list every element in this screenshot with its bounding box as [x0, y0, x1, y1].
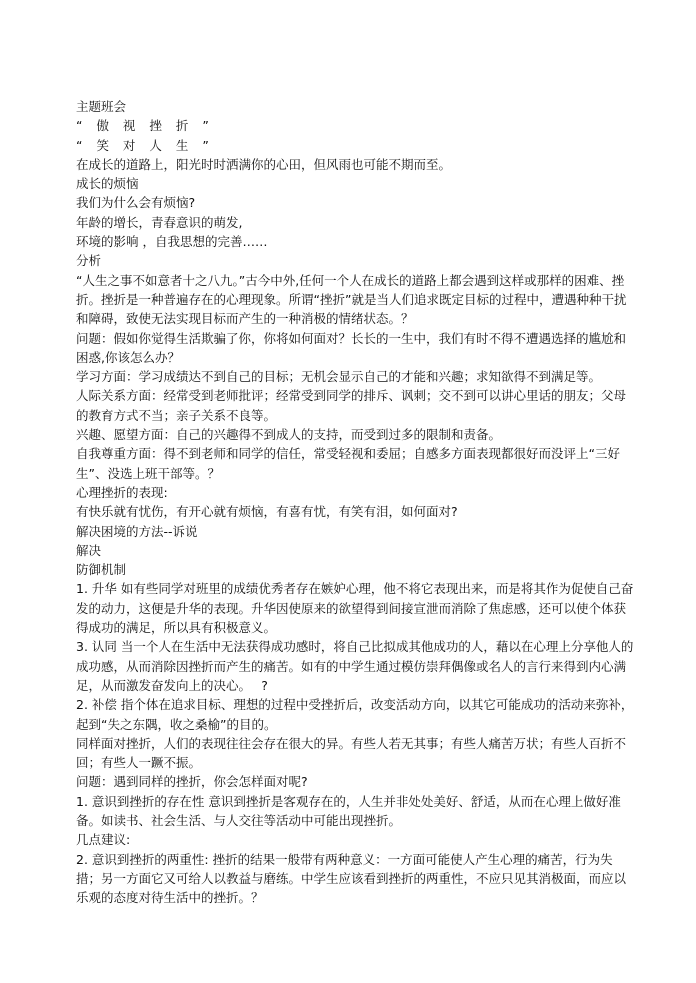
paragraph: “人生之事不如意者十之八九。”古今中外,任何一个人在成长的道路上都会遇到这样或那样的困难、挫折。挫折是一种普遍存在的心理现象。所谓“挫折”就是当人们追求既定目标的过程中，遭遇种种干扰和障碍，致使无法实现目标而产生的一种消极的情绪状态。？: [76, 272, 627, 327]
document-body: [76, 97, 636, 907]
slogan-line-1: “ 傲 视 挫 折 ”: [76, 118, 214, 134]
slogan-line-2: “ 笑 对 人 生 ”: [76, 137, 214, 153]
section-heading: 解决困境的方法--诉说: [76, 523, 198, 539]
paragraph: 1. 意识到挫折的存在性 意识到挫折是客观存在的，人生并非处处美好、舒适，从而在心理上做好准备。如读书、社会生活、与人交往等活动中可能出现挫折。: [76, 793, 621, 828]
paragraph: 年龄的增长，青春意识的萌发,: [76, 214, 243, 230]
doc-title: 主题班会: [76, 99, 127, 114]
paragraph: 1. 升华 如有些同学对班里的成绩优秀者存在嫉妒心理，他不将它表现出来，而是将其作为促使自己奋发的动力，这便是升华的表现。升华因使原来的欲望得到间接宣泄而消除了焦虑感，还可以使个体获得成功的满足，所以具有积极意义。: [76, 581, 634, 636]
paragraph: 有快乐就有忧伤，有开心就有烦恼，有喜有忧，有笑有泪，如何面对?: [76, 504, 458, 520]
paragraph: 同样面对挫折，人们的表现往往会存在很大的异。有些人若无其事；有些人痛苦万状；有些人百折不回；有些人一蹶不振。: [76, 735, 627, 771]
paragraph: 兴趣、愿望方面：自己的兴趣得不到成人的支持，而受到过多的限制和责备。: [76, 427, 502, 443]
section-heading: 分析: [76, 253, 102, 269]
paragraph: 在成长的道路上，阳光时时洒满你的心田，但风雨也可能不期而至。: [76, 156, 452, 172]
paragraph: 2. 补偿 指个体在追求目标、理想的过程中受挫折后，改变活动方向，以其它可能成功的活动来弥补，起到“失之东隅，收之桑榆”的目的。: [76, 697, 634, 732]
question-line: 问题：假如你觉得生活欺骗了你，你将如何面对？长长的一生中，我们有时不得不遭遇选择的尴尬和困惑,你该怎么办？: [76, 330, 627, 365]
paragraph: 环境的影响 ，自我思想的完善……: [76, 234, 268, 250]
question-line: 问题：遇到同样的挫折，你会怎样面对呢?: [76, 774, 308, 790]
section-heading: 成长的烦恼: [76, 176, 139, 192]
question-line: 我们为什么会有烦恼?: [76, 195, 196, 211]
section-heading: 几点建议:: [76, 832, 131, 848]
section-heading: 防御机制: [76, 562, 127, 578]
section-heading: 解决: [76, 542, 102, 558]
paragraph: 人际关系方面：经常受到老师批评；经常受到同学的排斥、讽刺；交不到可以讲心里话的朋友；父母的教育方式不当；亲子关系不良等。: [76, 388, 627, 423]
section-heading: 心理挫折的表现:: [76, 484, 168, 500]
paragraph: 学习方面：学习成绩达不到自己的目标；无机会显示自己的才能和兴趣；求知欲得不到满足等。: [76, 369, 602, 385]
paragraph: 自我尊重方面：得不到老师和同学的信任，常受轻视和委屈；自感多方面表现都很好而没评上“三好生”、没选上班干部等。？: [76, 446, 620, 481]
paragraph: 2. 意识到挫折的两重性: 挫折的结果一般带有两种意义：一方面可能使人产生心理的痛苦，行为失措；另一方面它又可给人以教益与磨练。中学生应该看到挫折的两重性，不应只见其消极面，而应以乐观的态度对待生活中的挫折。？: [76, 851, 627, 906]
paragraph: 3. 认同 当一个人在生活中无法获得成功感时，将自己比拟成其他成功的人，藉以在心理上分享他人的成功感，从而消除因挫折而产生的痛苦。如有的中学生通过模仿崇拜偶像或名人的言行来得到内心满足，从而激发奋发向上的决心。 ?: [76, 639, 634, 693]
